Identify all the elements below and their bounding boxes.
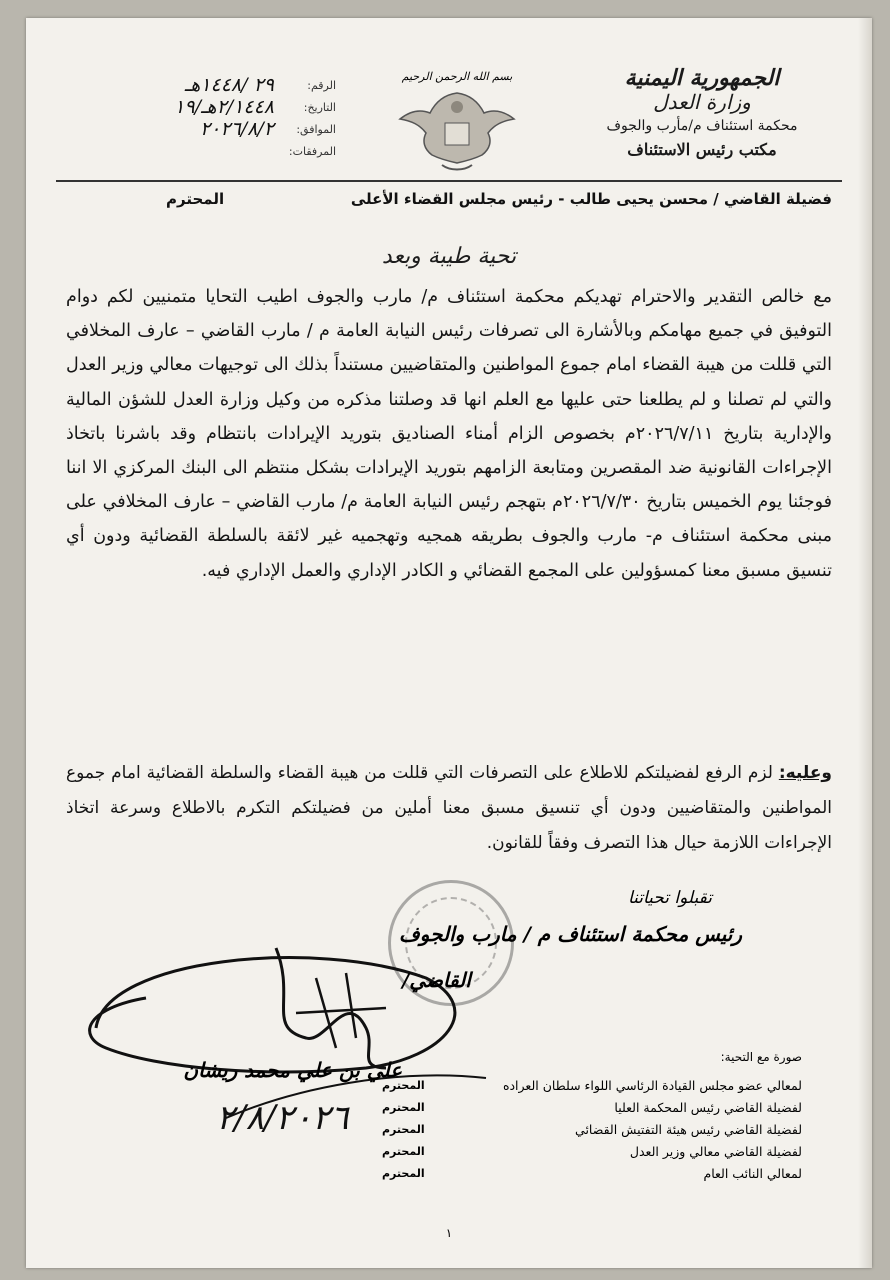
cc-title: صورة مع التحية: bbox=[720, 1050, 802, 1064]
cc-recipient: لمعالي عضو مجلس القيادة الرئاسي اللواء سلطان العراده bbox=[502, 1077, 802, 1093]
cc-item bbox=[382, 1096, 802, 1118]
ref-label: الرقم: bbox=[307, 78, 336, 92]
corr-value: ٢٠٢٦/٨/٢ bbox=[199, 118, 274, 140]
closing-text: لزم الرفع لفضيلتكم للاطلاع على التصرفات التي قللت من هيبة القضاء والسلطة القضائية امام جموع المواطنين والمتقاضيين ودون أي تنسيق مسبق معنا أملين من فضيلتكم التكرم بالاطلاع وسرعة اتخاذ الإجراءات اللازمة حيال هذا التصرف وفقاً للقانون. bbox=[66, 763, 832, 853]
bismillah: بسم الله الرحمن الرحيم bbox=[401, 70, 513, 83]
cc-recipient: لفضيلة القاضي معالي وزير العدل bbox=[629, 1143, 802, 1159]
page-number: ١ bbox=[445, 1226, 453, 1240]
court-name: محكمة استئناف م/مأرب والجوف bbox=[606, 118, 798, 134]
greeting: تحية طيبة وبعد bbox=[381, 244, 517, 269]
closing-paragraph bbox=[66, 756, 832, 861]
closing-lead: وعليه: bbox=[778, 763, 832, 783]
addressee-name: فضيلة القاضي / محسن يحيى طالب - رئيس مجلس القضاء الأعلى bbox=[350, 190, 832, 208]
date-value: ٢/١٤٤٨هـ/١٩ bbox=[174, 96, 274, 118]
cc-recipient: لفضيلة القاضي رئيس هيئة التفتيش القضائي bbox=[575, 1121, 802, 1137]
header-divider bbox=[56, 180, 842, 182]
cc-list bbox=[382, 1050, 802, 1184]
letter-body bbox=[66, 280, 832, 588]
cc-recipient: لمعالي النائب العام bbox=[703, 1165, 802, 1181]
corr-row bbox=[86, 118, 336, 140]
signature-thanks: تقبلوا تحياتنا bbox=[627, 888, 712, 908]
republic-name: الجمهورية اليمنية bbox=[624, 65, 780, 91]
cc-recipient: لفضيلة القاضي رئيس المحكمة العليا bbox=[614, 1099, 802, 1115]
addressee-line bbox=[66, 190, 832, 208]
cc-honorific: المحترم bbox=[382, 1100, 425, 1114]
addressee-honorific: المحترم bbox=[166, 190, 225, 208]
ministry-name: وزارة العدل bbox=[653, 90, 751, 114]
signature-title: رئيس محكمة استئناف م / مارب والجوف bbox=[399, 922, 742, 946]
letterhead-right bbox=[572, 66, 832, 162]
cc-item bbox=[382, 1140, 802, 1162]
cc-item bbox=[382, 1118, 802, 1140]
office-name: مكتب رئيس الاستئناف bbox=[627, 140, 777, 159]
date-label: التاريخ: bbox=[303, 100, 336, 114]
attach-label: المرفقات: bbox=[288, 144, 336, 158]
attach-row bbox=[86, 140, 336, 162]
cc-honorific: المحترم bbox=[382, 1144, 425, 1158]
paper-edge bbox=[858, 18, 872, 1268]
corr-label: الموافق: bbox=[296, 122, 336, 136]
cc-honorific: المحترم bbox=[382, 1166, 425, 1180]
letter-reference-block bbox=[86, 74, 336, 162]
cc-honorific: المحترم bbox=[382, 1122, 425, 1136]
cc-honorific: المحترم bbox=[382, 1078, 425, 1092]
ref-row bbox=[86, 74, 336, 96]
body-paragraph: مع خالص التقدير والاحترام تهديكم محكمة استئناف م/ مارب والجوف اطيب التحايا متمنيين لكم دوام التوفيق في جميع مهامكم وبالأشارة الى تصرفات رئيس النيابة العامة م / مارب القاضي – عارف المخلافي التي قللت من هيبة القضاء امام جموع المواطنين والمتقاضيين مستنداً بذلك الى توجيهات معالي وزير العدل والتي لم تصلنا و لم يطلعنا حتى عليها مع العلم انها قد وصلتنا مذكره من وكيل وزارة العدل للشؤن المالية والإدارية بتاريخ ٢٠٢٦/٧/١١م بخصوص الزام أمناء الصناديق بتوريد الإيرادات بانتظام وقد باشرنا باتخاذ الإجراءات القانونية ضد المقصرين ومتابعة الزامهم بتوريد الإيرادات بشكل منتظم الى البنك المركزي الا اننا فوجئنا يوم الخميس بتاريخ ٢٠٢٦/٧/٣٠م بتهجم رئيس النيابة العامة م/ مارب القاضي – عارف المخلافي على مبنى محكمة استئناف م- مارب والجوف بطريقه همجيه وتهجميه غير لائقة بالسلطة القضائية ودون أي تنسيق مسبق معنا كمسؤولين على المجمع القضائي و الكادر الإداري والعمل الإداري فيه. bbox=[66, 287, 832, 581]
signature-date: ٢/٨/٢٠٢٦ bbox=[216, 1098, 349, 1138]
national-emblem-icon bbox=[382, 70, 532, 180]
signature-role: القاضي/ bbox=[402, 968, 471, 992]
document-page bbox=[26, 18, 872, 1268]
signatory-name: علي بن علي محمد ريشان bbox=[183, 1058, 402, 1082]
cc-item bbox=[382, 1162, 802, 1184]
date-row bbox=[86, 96, 336, 118]
cc-item bbox=[382, 1074, 802, 1096]
signature-block bbox=[312, 888, 742, 992]
ref-value: ٢٩ /١٤٤٨هـ bbox=[184, 74, 274, 96]
